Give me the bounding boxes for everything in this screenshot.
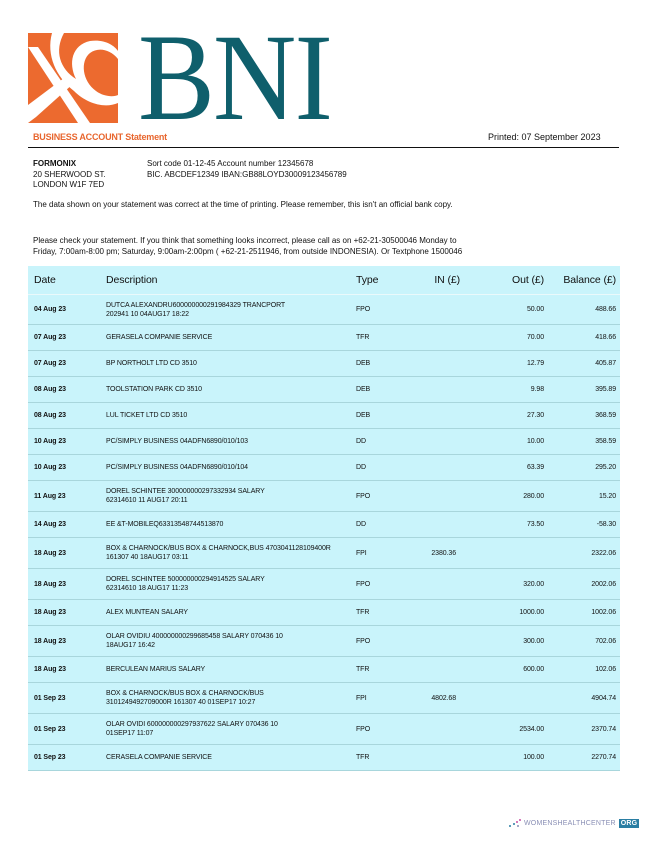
table-row (28, 455, 620, 481)
cell-date: 07 Aug 23 (34, 334, 66, 341)
description-line-1: OLAR OVIDIU 400000000299685458 SALARY 070436 10 (106, 633, 283, 640)
table-row (28, 538, 620, 569)
cell-balance: 405.87 (595, 360, 616, 367)
cell-type: FPI (356, 549, 367, 557)
cell-type: TFR (356, 754, 370, 761)
watermark (508, 818, 639, 828)
cell-date: 18 Aug 23 (34, 666, 66, 673)
customer-name: FORMONIX (33, 159, 77, 168)
printed-date: Printed: 07 September 2023 (488, 132, 601, 142)
header-divider (28, 147, 619, 148)
cell-type: FPI (356, 694, 367, 702)
bank-logo-text: BNI (138, 9, 332, 146)
table-row (28, 429, 620, 455)
cell-balance: -58.30 (596, 521, 616, 528)
description-line-1: BOX & CHARNOCK/BUS BOX & CHARNOCK,BUS 4703041128109400R (106, 545, 331, 552)
bic-iban: BIC. ABCDEF12349 IBAN:GB88LOYD30009123456789 (147, 169, 347, 179)
cell-description (106, 463, 356, 472)
sort-code-account-number: Sort code 01-12-45 Account number 12345678 (147, 159, 314, 168)
disclaimer-notice: The data shown on your statement was correct at the time of printing. Please remember, this isn't an official bank copy. (33, 200, 453, 209)
cell-out: 10.00 (526, 438, 544, 445)
description-line-1: CERASELA COMPANIE SERVICE (106, 754, 212, 761)
header-date: Date (34, 274, 56, 286)
address-line-1: 20 SHERWOOD ST. (33, 169, 106, 179)
cell-balance: 1002.06 (591, 609, 616, 616)
cell-out: 27.30 (526, 412, 544, 419)
cell-out: 100.00 (523, 754, 544, 761)
cell-type: DD (356, 464, 366, 471)
header-type: Type (356, 274, 379, 286)
table-row (28, 481, 620, 512)
account-details (147, 159, 347, 180)
description-line-1: EE &T-MOBILEQ63313548744513870 (106, 521, 224, 528)
transactions-table (28, 266, 620, 771)
header-description: Description (106, 273, 158, 286)
table-row (28, 745, 620, 771)
cell-out: 300.00 (523, 637, 544, 645)
contact-notice: Please check your statement. If you think that something looks incorrect, please call as on +62-21-30500046 Monday to Friday, 7:00am-8:00 pm; Saturday, 9:00am-2:00pm ( +62-21-2511946, from outside INDONESIA). Or Textphone 1500046 (33, 236, 463, 256)
cell-balance: 395.89 (595, 386, 616, 393)
cell-description (106, 301, 356, 319)
cell-out: 600.00 (523, 666, 544, 673)
description-line-1: LUL TICKET LTD CD 3510 (106, 412, 188, 419)
dots-logo-icon (508, 818, 522, 828)
description-line-1: OLAR OVIDI 600000000297937622 SALARY 070436 10 (106, 721, 278, 728)
cell-description (106, 575, 356, 593)
description-line-2: 202941 10 04AUG17 18:22 (106, 310, 189, 318)
table-row (28, 351, 620, 377)
description-line-2: 3101249492709000R 161307 40 01SEP17 10:27 (106, 699, 256, 706)
cell-description (106, 520, 356, 529)
cell-date: 01 Sep 23 (34, 725, 66, 733)
cell-balance: 702.06 (595, 637, 616, 645)
description-line-2: 01SEP17 11:07 (106, 730, 154, 737)
description-line-1: TOOLSTATION PARK CD 3510 (106, 386, 202, 393)
cell-description (106, 437, 356, 446)
cell-type: DEB (356, 412, 371, 419)
cell-date: 08 Aug 23 (34, 412, 66, 419)
table-row (28, 325, 620, 351)
cell-balance: 102.06 (595, 666, 616, 673)
cell-date: 04 Aug 23 (34, 306, 66, 313)
cell-date: 10 Aug 23 (34, 438, 66, 445)
cell-balance: 295.20 (595, 464, 616, 471)
table-row (28, 657, 620, 683)
cell-description (106, 632, 356, 650)
cell-date: 18 Aug 23 (34, 637, 66, 645)
description-line-1: DOREL SCHINTEE 500000000294914525 SALARY (106, 576, 265, 583)
cell-date: 18 Aug 23 (34, 609, 66, 616)
description-line-1: BP NORTHOLT LTD CD 3510 (106, 360, 197, 367)
cell-date: 10 Aug 23 (34, 464, 66, 471)
cell-description (106, 608, 356, 617)
description-line-1: GERASELA COMPANIE SERVICE (106, 334, 213, 341)
cell-type: TFR (356, 666, 370, 673)
cell-date: 11 Aug 23 (34, 492, 66, 500)
cell-date: 18 Aug 23 (34, 549, 66, 557)
description-line-2: 161307 40 18AUG17 03:11 (106, 554, 189, 561)
customer-address (33, 159, 106, 191)
cell-description (106, 753, 356, 762)
watermark-badge: ORG (620, 819, 638, 827)
cell-date: 14 Aug 23 (34, 521, 66, 528)
cell-out: 9.98 (530, 386, 544, 393)
address-line-2: LONDON W1F 7ED (33, 180, 105, 189)
cell-out: 73.50 (526, 521, 544, 528)
cell-date: 01 Sep 23 (34, 754, 66, 761)
description-line-1: DUTCA ALEXANDRU600000000291984329 TRANCPORT (106, 301, 286, 309)
cell-balance: 2270.74 (591, 754, 616, 761)
cell-out: 280.00 (523, 492, 544, 500)
table-row (28, 683, 620, 714)
description-line-1: PC/SIMPLY BUSINESS 04ADFN6890/010/104 (106, 464, 248, 471)
table-row (28, 295, 620, 325)
table-row (28, 512, 620, 538)
cell-description (106, 720, 356, 738)
description-line-1: ALEX MUNTEAN SALARY (106, 609, 188, 616)
description-line-1: BOX & CHARNOCK/BUS BOX & CHARNOCK/BUS (106, 690, 264, 697)
cell-out: 12.79 (526, 360, 544, 367)
cell-description (106, 333, 356, 342)
cell-balance: 2002.06 (591, 580, 616, 588)
cell-out: 63.39 (526, 464, 544, 471)
cell-out: 2534.00 (519, 725, 544, 733)
cell-date: 08 Aug 23 (34, 386, 66, 393)
cell-description (106, 411, 356, 420)
cell-description (106, 359, 356, 368)
cell-type: DEB (356, 386, 371, 393)
cell-balance: 2370.74 (591, 725, 616, 733)
cell-description (106, 544, 356, 562)
cell-type: DD (356, 438, 366, 445)
table-row (28, 626, 620, 657)
cell-balance: 2322.06 (591, 549, 616, 557)
table-row (28, 569, 620, 600)
bni-symbol-icon (28, 33, 118, 123)
cell-type: FPO (356, 492, 371, 500)
cell-type: DD (356, 521, 366, 528)
cell-description (106, 689, 356, 707)
description-line-1: PC/SIMPLY BUSINESS 04ADFN6890/010/103 (106, 438, 248, 445)
description-line-1: DOREL SCHINTEE 300000000297332934 SALARY (106, 488, 265, 495)
cell-out: 320.00 (523, 580, 544, 588)
cell-description (106, 385, 356, 394)
cell-in: 2380.36 (431, 549, 456, 557)
cell-type: DEB (356, 360, 371, 367)
description-line-2: 18AUG17 16:42 (106, 642, 155, 649)
table-header-row (28, 266, 620, 295)
cell-type: FPO (356, 725, 371, 733)
cell-type: TFR (356, 609, 370, 616)
cell-balance: 368.59 (595, 412, 616, 419)
cell-description (106, 665, 356, 674)
cell-date: 01 Sep 23 (34, 694, 66, 702)
cell-out: 50.00 (526, 306, 544, 313)
table-row (28, 377, 620, 403)
cell-balance: 488.66 (595, 306, 616, 313)
cell-out: 70.00 (526, 334, 544, 341)
table-row (28, 600, 620, 626)
cell-date: 07 Aug 23 (34, 360, 66, 367)
cell-type: FPO (356, 637, 371, 645)
cell-balance: 418.66 (595, 334, 616, 341)
cell-out: 1000.00 (519, 609, 544, 616)
cell-description (106, 487, 356, 505)
header-in: IN (£) (434, 274, 460, 286)
description-line-1: BERCULEAN MARIUS SALARY (106, 666, 206, 673)
cell-date: 18 Aug 23 (34, 580, 66, 588)
cell-balance: 358.59 (595, 438, 616, 445)
cell-type: FPO (356, 580, 371, 588)
watermark-text: WOMENSHEALTHCENTER (524, 819, 616, 827)
statement-title: BUSINESS ACCOUNT Statement (33, 132, 167, 142)
table-row (28, 403, 620, 429)
header-balance: Balance (£) (563, 274, 616, 286)
header-out: Out (£) (512, 274, 544, 286)
cell-type: TFR (356, 334, 370, 341)
cell-type: FPO (356, 306, 371, 313)
description-line-2: 62314610 18 AUG17 11:23 (106, 585, 189, 592)
cell-in: 4802.68 (431, 694, 456, 702)
cell-balance: 4904.74 (591, 694, 616, 702)
cell-balance: 15.20 (598, 492, 616, 500)
table-row (28, 714, 620, 745)
description-line-2: 62314610 11 AUG17 20:11 (106, 497, 188, 504)
